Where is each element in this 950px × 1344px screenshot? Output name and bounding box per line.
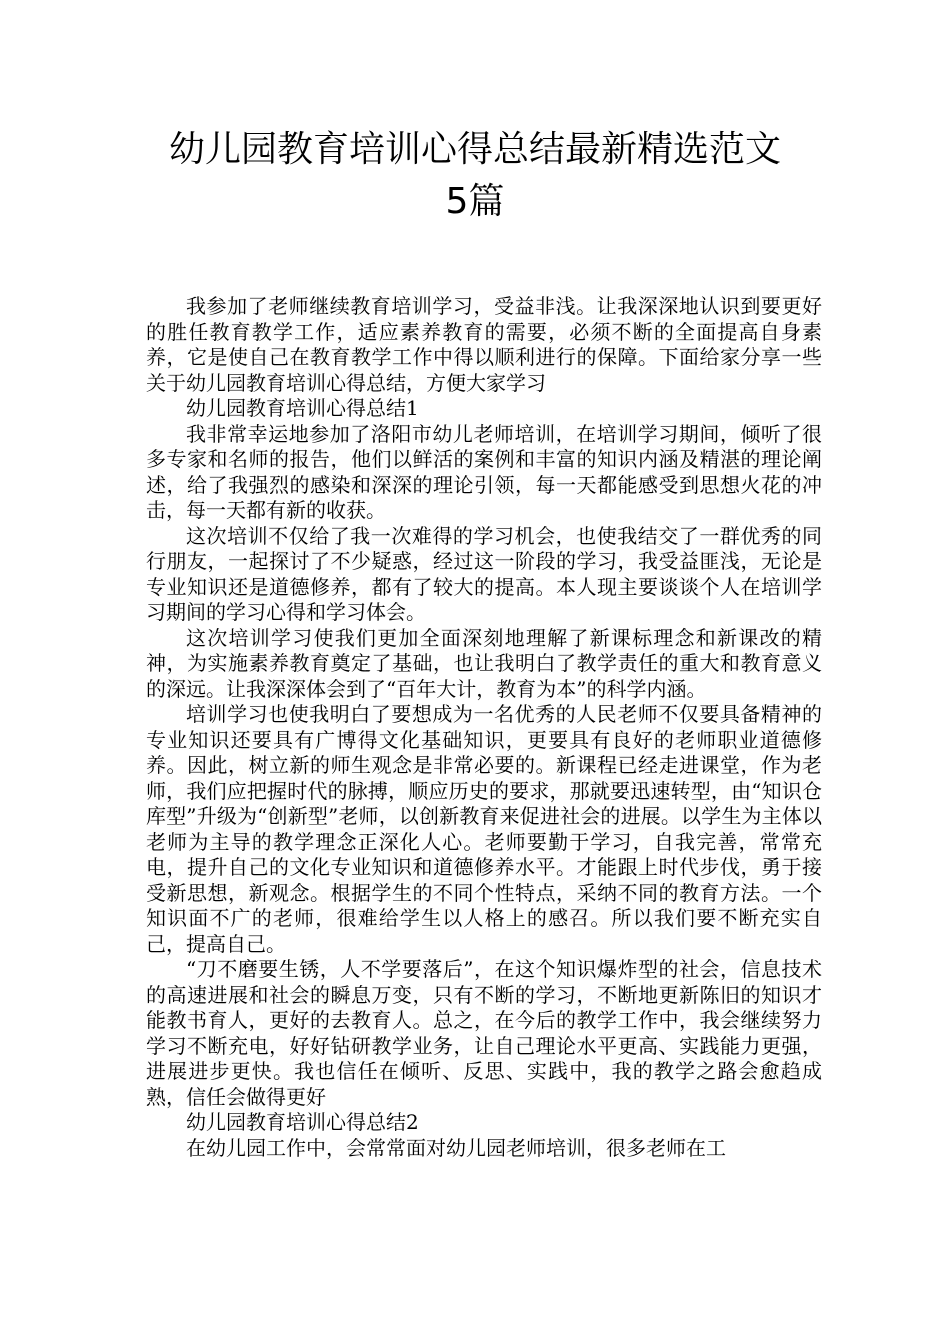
body-paragraph: 在幼儿园工作中，会常常面对幼儿园老师培训，很多老师在工: [186, 1135, 726, 1160]
section-heading-1: 幼儿园教育培训心得总结1: [186, 396, 419, 420]
body-paragraph: 这次培训学习使我们更加全面深刻地理解了新课标理念和新课改的精神，为实施素养教育奠定了基础，也让我明白了教学责任的重大和教育意义的深远。让我深深体会到了“百年大计，教育为本”的科学内涵。: [146, 625, 822, 701]
title-line-2: 5篇: [445, 181, 505, 222]
body-paragraph: “刀不磨要生锈，人不学要落后”，在这个知识爆炸型的社会，信息技术的高速进展和社会的瞬息万变，只有不断的学习，不断地更新陈旧的知识才能教书育人，更好的去教育人。总之，在今后的教学工作中，我会继续努力学习不断充电，好好钻研教学业务，让自己理论水平更高、实践能力更强，进展进步更快。我也信任在倾听、反思、实践中，我的教学之路会愈趋成熟，信任会做得更好: [146, 957, 822, 1109]
section-heading-2: 幼儿园教育培训心得总结2: [186, 1110, 419, 1134]
document-title: [100, 124, 850, 228]
title-line-1: 幼儿园教育培训心得总结最新精选范文: [168, 129, 781, 170]
document-body: [146, 294, 822, 1161]
body-paragraph: 我非常幸运地参加了洛阳市幼儿老师培训，在培训学习期间，倾听了很多专家和名师的报告，他们以鲜活的案例和丰富的知识内涵及精湛的理论阐述，给了我强烈的感染和深深的理论引领，每一天都能感受到思想火花的冲击，每一天都有新的收获。: [146, 421, 822, 522]
intro-paragraph: 我参加了老师继续教育培训学习，受益非浅。让我深深地认识到要更好的胜任教育教学工作，适应素养教育的需要，必须不断的全面提高自身素养，它是使自己在教育教学工作中得以顺利进行的保障。下面给家分享一些关于幼儿园教育培训心得总结，方便大家学习: [146, 294, 822, 395]
body-paragraph: 这次培训不仅给了我一次难得的学习机会，也使我结交了一群优秀的同行朋友，一起探讨了不少疑惑，经过这一阶段的学习，我受益匪浅，无论是专业知识还是道德修养，都有了较大的提高。本人现主要谈谈个人在培训学习期间的学习心得和学习体会。: [146, 523, 822, 624]
body-paragraph: 培训学习也使我明白了要想成为一名优秀的人民老师不仅要具备精神的专业知识还要具有广博得文化基础知识，更要具有良好的老师职业道德修养。因此，树立新的师生观念是非常必要的。新课程已经走进课堂，作为老师，我们应把握时代的脉搏，顺应历史的要求，那就要迅速转型，由“知识仓库型”升级为“创新型”老师，以创新教育来促进社会的进展。以学生为主体以老师为主导的教学理念正深化人心。老师要勤于学习，自我完善，常常充电，提升自己的文化专业知识和道德修养水平。才能跟上时代步伐，勇于接受新思想，新观念。根据学生的不同个性特点，采纳不同的教育方法。一个知识面不广的老师，很难给学生以人格上的感召。所以我们要不断充实自己，提高自己。: [146, 702, 822, 956]
